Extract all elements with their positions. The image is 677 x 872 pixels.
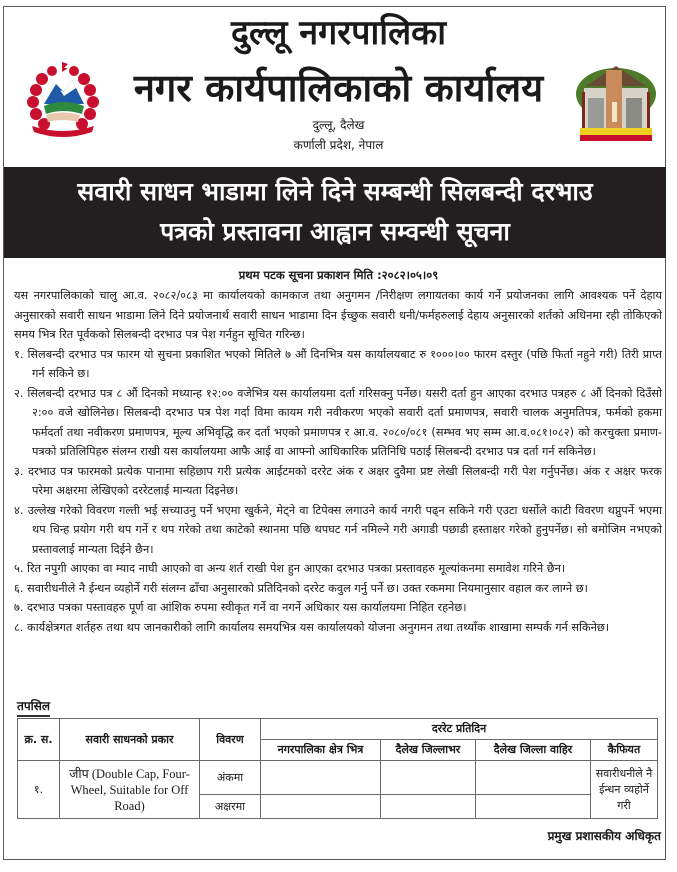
condition-item: ७. दरभाउ पत्रका पस्तावहरु पूर्ण वा आंशिक रुपमा स्वीकृत गर्ने वा नगर्ने अधिकार यस कार्यालयमा निहित रहनेछ। [14,601,467,614]
address-line-1: दुल्लू, दैलेख [312,118,365,132]
cell-rate-outside-words[interactable] [476,795,591,819]
cell-rate-municipality-words[interactable] [261,795,381,819]
notice-intro: यस नगरपालिकाको चालु आ.व. २०८२/०८३ मा कार्यालयको कामकाज तथा अनुगमन /निरीक्षण लगायतका कार्य गर्ने प्रयोजनका लागि आवश्यक पर्ने देहाय अनुसारको सवारी साधन भाडामा लिने दिने प्रयोजनार्थ सवारी साधन भाडामा दिन ईच्छुक सवारी धनी/फर्महरुलाई देहाय अनुसारको शर्तको अधिनमा रही तोकिएको समय भित्र रित पूर्वकको सिलबन्दी दरभाउ पत्र पेश गर्नहुन सूचित गरिन्छ। [14,289,662,341]
cell-in-figures: अंकमा [200,761,261,795]
condition-item: २. सिलबन्दी दरभाउ पत्र ८ औं दिनको मध्यान्ह १२:०० वजेभित्र यस कार्यालयमा दर्ता गरिसक्नु पर्नेछ। यसरी दर्ता हुन आएका दरभाउ पत्रहरु ८ औं दिनको दिउँसो २:०० वजे खोलिनेछ। सिलबन्दी दरभाउ पत्र पेश गर्दा विमा कायम गरी नवीकरण भएको सवारी दर्ता प्रमाणपत्र, सवारी चालक अनुमतिपत्र, फर्मको हकमा फर्मदर्ता तथा नवीकरण प्रमाणपत्र, मूल्य अभिवृद्धि कर दर्ता भएको प्रमाणपत्र र आ.व. २०८०/०८१ (सम्भव भए सम्म आ.व.०८१।०८२) को करचुक्ता प्रमाण-पत्रको प्रतिलिपिहरु संलग्न राखी यस कार्यालयमा आफै आई वा आफ्नो आधिकारिक प्रतिनिधि पठाई सिलबन्दी दरभाउ पत्र दर्ता गर्न सकिनेछ। [14,386,662,458]
notice-title-line-1: सवारी साधन भाडामा लिने दिने सम्बन्धी सिलबन्दी दरभाउ [77,177,593,206]
header-description: विवरण [200,719,261,761]
header-vehicle-type: सवारी साधनको प्रकार [60,719,200,761]
condition-item: ८. कार्यक्षेत्रगत शर्तहरु तथा थप जानकारीको लागि कार्यालय समयभित्र यस कार्यालयको योजना अनुगमन तथा तथ्याँक शाखामा सम्पर्क गर्न सकिनेछ। [14,620,610,634]
condition-item: १. सिलबन्दी दरभाउ पत्र फारम यो सुचना प्रकाशित भएको मितिले ७ औं दिनभित्र यस कार्यालयबाट रु १०००।०० फारम दस्तुर (पछि फिर्ता नहुने गरी) तिरी प्राप्त गर्न सकिने छ। [14,347,662,380]
header-within-district: दैलेख जिल्लाभर [381,740,476,761]
publication-date: प्रथम पटक सूचना प्रकाशन मिति :२०८२।०५।०९ [238,268,439,282]
office-name: नगर कार्यपालिकाको कार्यालय [133,66,544,110]
header-remarks: कैफियत [591,740,658,761]
header-rate-per-day: दररेट प्रतिदिन [261,719,658,740]
schedule-label: तपसिल [17,697,50,717]
municipality-name: दुल्लू नगरपालिका [230,13,447,53]
table-row [18,761,658,795]
cell-remarks: सवारीधनीले नै ईन्धन व्यहोर्ने गरी [591,761,658,819]
condition-item: ३. दरभाउ पत्र फारमको प्रत्येक पानामा सहिछाप गरी प्रत्येक आईटमको दररेट अंक र अक्षर दुवैमा प्रष्ट लेखी सिलबन्दी गरी पेश गर्नुपर्नेछ। अंक र अक्षर फरक परेमा अक्षरमा लेखिएको दररेटलाई मान्यता दिइनेछ। [14,464,662,497]
cell-rate-district-words[interactable] [381,795,476,819]
notice-body [14,286,662,637]
cell-vehicle-type: जीप (Double Cap, Four-Wheel, Suitable for Off Road) [60,761,200,819]
cell-rate-district-figures[interactable] [381,761,476,795]
condition-item: ६. सवारीधनीले नै ईन्धन व्यहोर्ने गरी संलग्न ढाँचा अनुसारको प्रतिदिनको दररेट कवुल गर्नु पर्ने छ। उक्त रकममा नियमानुसार वहाल कर लाग्ने छ। [14,581,588,595]
notice-title-line-2: पत्रको प्रस्तावना आह्वान सम्वन्धी सूचना [160,217,510,246]
signatory-title: प्रमुख प्रशासकीय अधिकृत [547,829,661,843]
condition-item: ४. उल्लेख गरेको विवरण गल्ती भई सच्याउनु पर्ने भएमा खुर्कने, मेट्ने वा टिपेक्स लगाउने कार्य नगरी पढ्न सकिने गरी एउटा धर्सोले काटी विवरण थप्नुपर्ने भएमा थप चिन्ह प्रयोग गरी थप गर्ने र थप गरेको तथा काटेको स्थानमा पछि थपघट गर्न नमिल्ने गरी अगाडी पछाडी हस्ताक्षर गरेको हुनुपर्नेछ। सो बमोजिम नभएको प्रस्तावलाई मान्यता दिईने छैन। [14,503,662,556]
cell-rate-municipality-figures[interactable] [261,761,381,795]
rate-schedule-table [17,718,658,819]
condition-item: ५. रित नपुगी आएका वा म्याद नाघी आएको वा अन्य शर्त राखी पेश हुन आएका दरभाउ पत्रका प्रस्तावहरु मूल्यांकनमा समावेश गरिने छैन। [14,562,566,575]
cell-sn: १. [18,761,60,819]
header-outside-district: दैलेख जिल्ला वाहिर [476,740,591,761]
header-sn: क्र. स. [18,719,60,761]
header-within-municipality: नगरपालिका क्षेत्र भित्र [261,740,381,761]
cell-rate-outside-figures[interactable] [476,761,591,795]
cell-in-words: अक्षरमा [200,795,261,819]
address-line-2: कर्णाली प्रदेश, नेपाल [293,138,384,152]
notice-title-band [4,167,666,258]
